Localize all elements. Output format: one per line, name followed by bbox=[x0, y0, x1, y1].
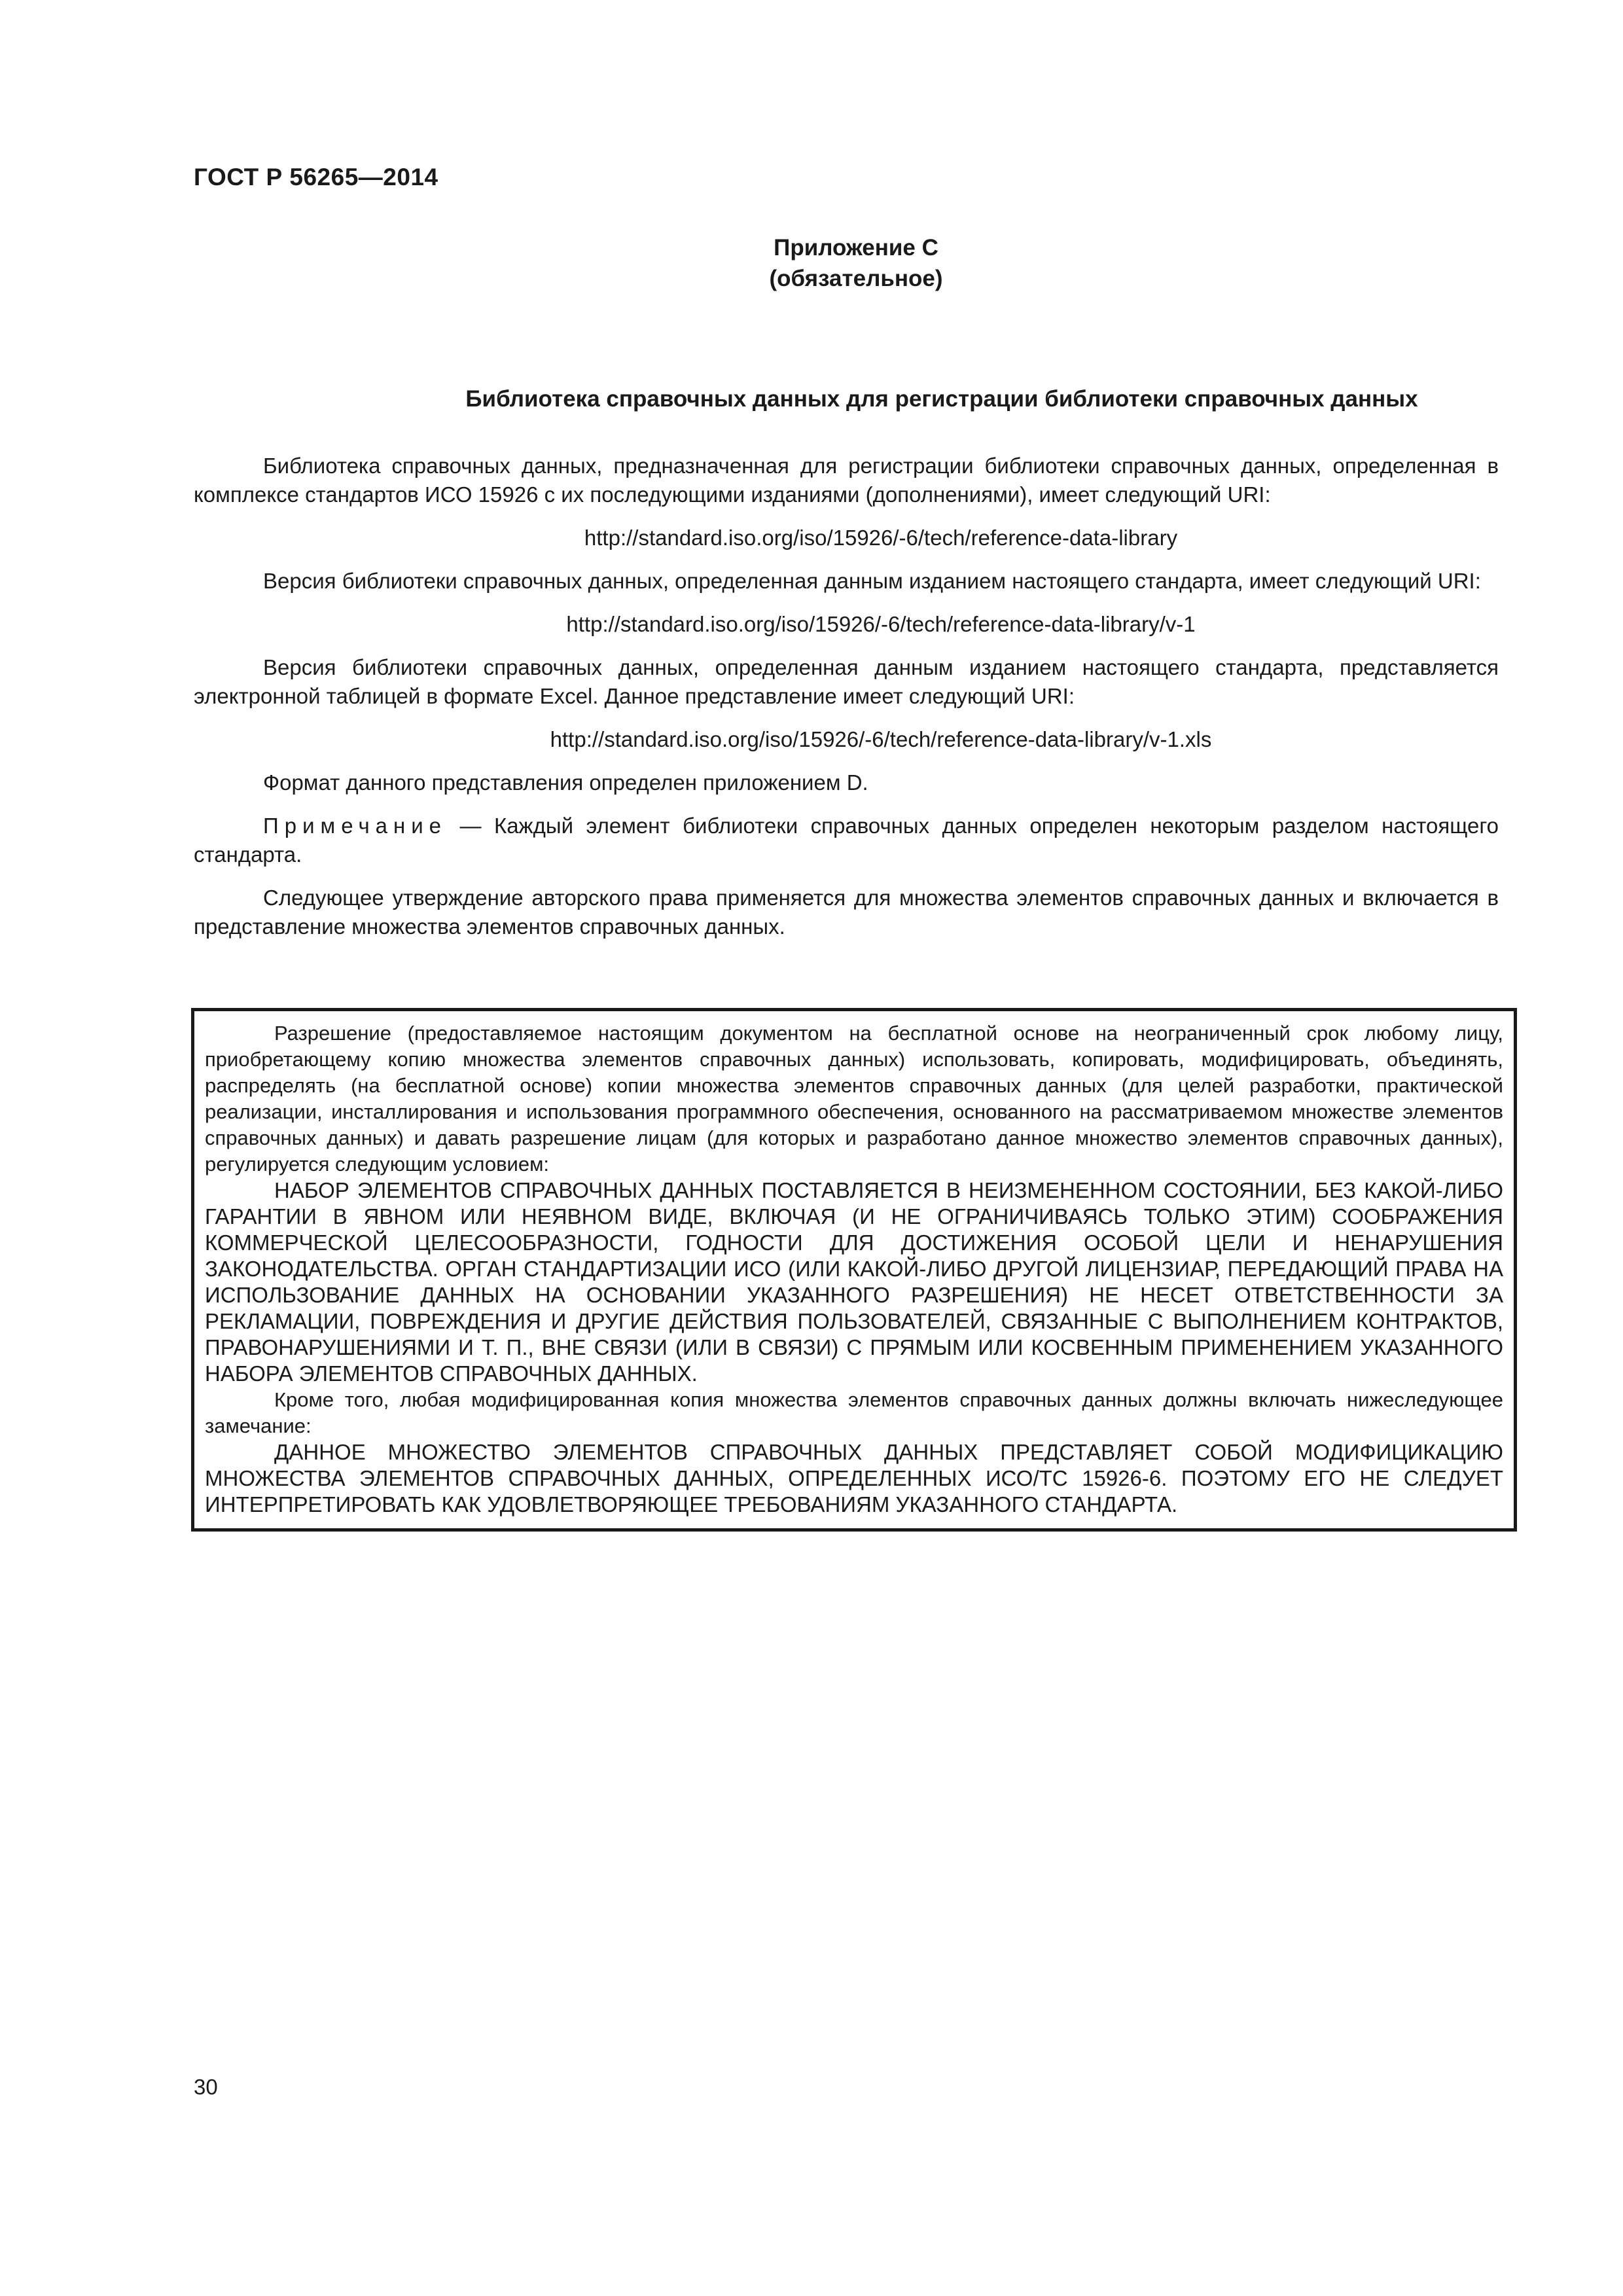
license-modification: Кроме того, любая модифицированная копия множества элементов справочных данных должны включать нижеследующее замечание: bbox=[205, 1388, 1503, 1437]
paragraph-copyright: Следующее утверждение авторского права применяется для множества элементов справочных данных и включается в представление множества элементов справочных данных. bbox=[194, 886, 1499, 939]
uri-library: http://standard.iso.org/iso/15926/-6/tech/reference-data-library bbox=[584, 526, 1178, 550]
paragraph-excel: Версия библиотеки справочных данных, определенная данным изданием настоящего стандарта, представляется электронной таблицей в формате Excel. Данное представление имеет следующий URI: bbox=[194, 655, 1499, 708]
body-text bbox=[194, 452, 1499, 956]
paragraph-registration: Библиотека справочных данных, предназначенная для регистрации библиотеки справочных данных, определенная в комплексе стандартов ИСО 15926 с их последующими изданиями (дополнениями), имеет следующий URI: bbox=[194, 454, 1499, 507]
document-id: ГОСТ Р 56265—2014 bbox=[194, 164, 438, 190]
license-box bbox=[191, 1008, 1517, 1532]
appendix-label: Приложение C bbox=[774, 235, 938, 260]
uri-version: http://standard.iso.org/iso/15926/-6/tech/reference-data-library/v-1 bbox=[566, 612, 1196, 636]
note-text: — Каждый элемент библиотеки справочных данных определен некоторым разделом настоящего стандарта. bbox=[194, 814, 1499, 867]
uri-excel: http://standard.iso.org/iso/15926/-6/tech/reference-data-library/v-1.xls bbox=[550, 727, 1212, 751]
license-disclaimer: НАБОР ЭЛЕМЕНТОВ СПРАВОЧНЫХ ДАННЫХ ПОСТАВЛЯЕТСЯ В НЕИЗМЕНЕННОМ СОСТОЯНИИ, БЕЗ КАКОЙ-ЛИБО ГАРАНТИИ В ЯВНОМ ИЛИ НЕЯВНОМ ВИДЕ, ВКЛЮЧАЯ (И НЕ ОГРАНИЧИВАЯСЬ ТОЛЬКО ЭТИМ) СООБРАЖЕНИЯ КОММЕРЧЕСКОЙ ЦЕЛЕСООБРАЗНОСТИ, ГОДНОСТИ ДЛЯ ДОСТИЖЕНИЯ ОСОБОЙ ЦЕЛИ И НЕНАРУШЕНИЯ ЗАКОНОДАТЕЛЬСТВА. ОРГАН СТАНДАРТИЗАЦИИ ИСО (ИЛИ КАКОЙ-ЛИБО ДРУГОЙ ЛИЦЕНЗИАР, ПЕРЕДАЮЩИЙ ПРАВА НА ИСПОЛЬЗОВАНИЕ ДАННЫХ НА ОСНОВАНИИ УКАЗАННОГО РАЗРЕШЕНИЯ) НЕ НЕСЕТ ОТВЕТСТВЕННОСТИ ЗА РЕКЛАМАЦИИ, ПОВРЕЖДЕНИЯ И ДРУГИЕ ДЕЙСТВИЯ ПОЛЬЗОВАТЕЛЕЙ, СВЯЗАННЫЕ С ВЫПОЛНЕНИЕМ КОНТРАКТОВ, ПРАВОНАРУШЕНИЯМИ И Т. П., ВНЕ СВЯЗИ (ИЛИ В СВЯЗИ) С ПРЯМЫМ ИЛИ КОСВЕННЫМ ПРИМЕНЕНИЕМ УКАЗАННОГО НАБОРА ЭЛЕМЕНТОВ СПРАВОЧНЫХ ДАННЫХ. bbox=[205, 1178, 1503, 1386]
page-number: 30 bbox=[194, 2075, 218, 2099]
paragraph-version: Версия библиотеки справочных данных, определенная данным изданием настоящего стандарта, имеет следующий URI: bbox=[263, 569, 1481, 593]
license-permission: Разрешение (предоставляемое настоящим документом на бесплатной основе на неограниченный срок любому лицу, приобретающему копию множества элементов справочных данных) использовать, копировать, модифицировать, объединять, распределять (на бесплатной основе) копии множества элементов справочных данных (для целей разработки, практической реализации, инсталлирования и использования программного обеспечения, основанного на рассматриваемом множестве элементов справочных данных) и давать разрешение лицам (для которых и разработано данное множество элементов справочных данных), регулируется следующим условием: bbox=[205, 1022, 1503, 1175]
license-notice: ДАННОЕ МНОЖЕСТВО ЭЛЕМЕНТОВ СПРАВОЧНЫХ ДАННЫХ ПРЕДСТАВЛЯЕТ СОБОЙ МОДИФИЦИКАЦИЮ МНОЖЕСТВА ЭЛЕМЕНТОВ СПРАВОЧНЫХ ДАННЫХ, ОПРЕДЕЛЕННЫХ ИСО/ТС 15926-6. ПОЭТОМУ ЕГО НЕ СЛЕДУЕТ ИНТЕРПРЕТИРОВАТЬ КАК УДОВЛЕТВОРЯЮЩЕЕ ТРЕБОВАНИЯМ УКАЗАННОГО СТАНДАРТА. bbox=[205, 1440, 1503, 1516]
appendix-status: (обязательное) bbox=[769, 266, 943, 291]
appendix-heading bbox=[0, 232, 1623, 294]
note bbox=[194, 812, 1499, 869]
section-title: Библиотека справочных данных для регистрации библиотеки справочных данных bbox=[465, 386, 1418, 412]
note-label: Примечание bbox=[263, 814, 448, 838]
paragraph-format: Формат данного представления определен приложением D. bbox=[263, 770, 868, 795]
